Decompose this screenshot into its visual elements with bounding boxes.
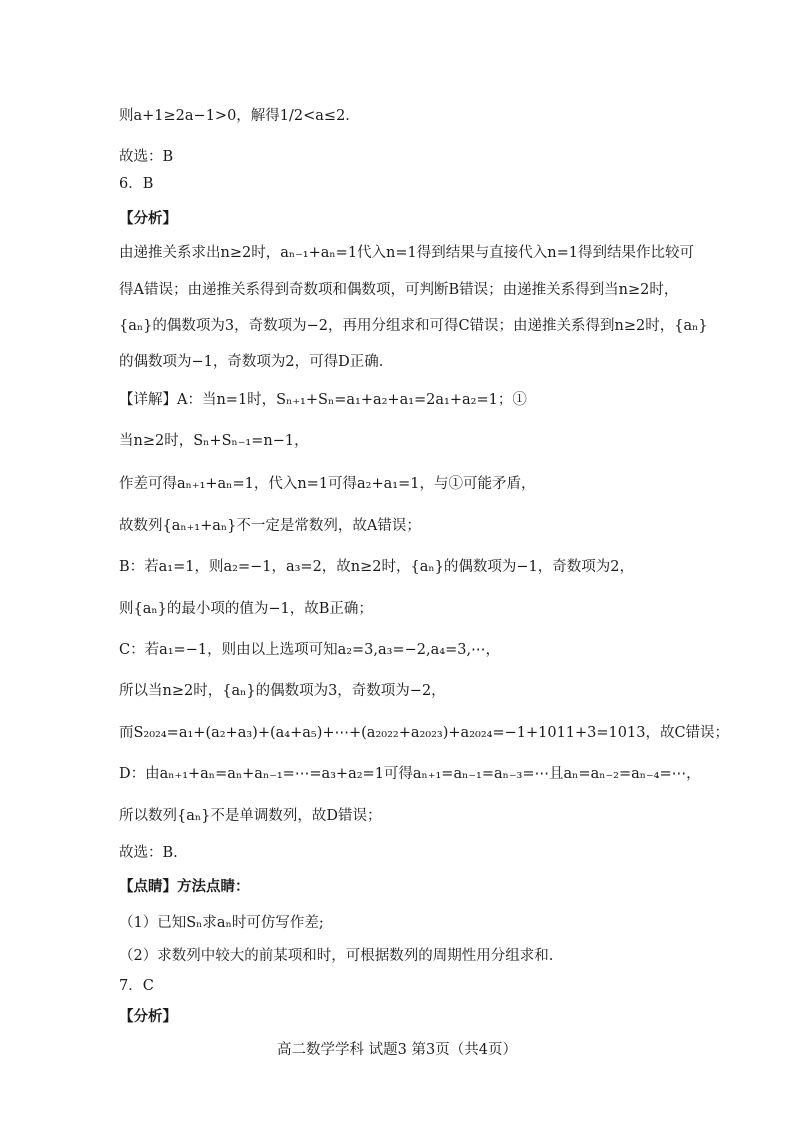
text-line: 故选：B	[119, 149, 174, 165]
section-heading: 【分析】	[119, 210, 177, 227]
text-line: 所以数列{aₙ}不是单调数列，故D错误；	[119, 808, 382, 824]
text-line: 7．C	[119, 978, 154, 994]
section-heading: 【点睛】方法点睛：	[119, 878, 250, 895]
text-line: 故数列{aₙ₊₁+aₙ}不一定是常数列，故A错误；	[119, 518, 421, 534]
text-line: B：若a₁=1，则a₂=−1，a₃=2，故n≥2时，{aₙ}的偶数项为−1，奇数项为2，	[119, 559, 634, 575]
text-line: 得A错误；由递推关系得到奇数项和偶数项，可判断B错误；由递推关系得到当n≥2时，	[119, 282, 679, 298]
text-line: 作差可得aₙ₊₁+aₙ=1，代入n=1可得a₂+a₁=1，与①可能矛盾，	[119, 476, 536, 492]
text-line: 而S₂₀₂₄=a₁+(a₂+a₃)+(a₄+a₅)+⋯+(a₂₀₂₂+a₂₀₂₃)+a₂₀₂₄=−1+1011+3=1013，故C错误；	[119, 725, 730, 741]
text-line: {aₙ}的偶数项为3，奇数项为−2，再用分组求和可得C错误；由递推关系得到n≥2时，{aₙ}	[119, 318, 708, 334]
text-line: 6．B	[119, 176, 154, 192]
text-line: 故选：B.	[119, 845, 178, 861]
text-line: 当n≥2时，Sₙ+Sₙ₋₁=n−1，	[119, 433, 309, 449]
text-line: 则{aₙ}的最小项的值为−1，故B正确；	[119, 601, 373, 617]
text-line: D：由aₙ₊₁+aₙ=aₙ+aₙ₋₁=⋯=a₃+a₂=1可得aₙ₊₁=aₙ₋₁=aₙ₋₃=⋯且aₙ=aₙ₋₂=aₙ₋₄=⋯，	[119, 766, 701, 782]
text-line: （1）已知Sₙ求aₙ时可仿写作差;	[119, 915, 324, 931]
text-line: 则a+1≥2a−1>0，解得1/2<a≤2．	[119, 108, 360, 124]
page-footer: 高二数学学科 试题3 第3页（共4页）	[277, 1042, 517, 1058]
text-line: 【详解】A：当n=1时，Sₙ₊₁+Sₙ=a₁+a₂+a₁=2a₁+a₂=1；①	[119, 392, 527, 408]
text-line: （2）求数列中较大的前某项和时，可根据数列的周期性用分组求和.	[119, 948, 554, 964]
text-line: 的偶数项为−1，奇数项为2，可得D正确.	[119, 354, 384, 370]
text-line: 由递推关系求出n≥2时，aₙ₋₁+aₙ=1代入n=1得到结果与直接代入n=1得到结果作比较可	[119, 245, 694, 261]
section-heading: 【分析】	[119, 1008, 177, 1025]
text-line: 所以当n≥2时，{aₙ}的偶数项为3，奇数项为−2，	[119, 683, 446, 699]
text-line: C：若a₁=−1，则由以上选项可知a₂=3,a₃=−2,a₄=3,⋯，	[119, 642, 501, 658]
